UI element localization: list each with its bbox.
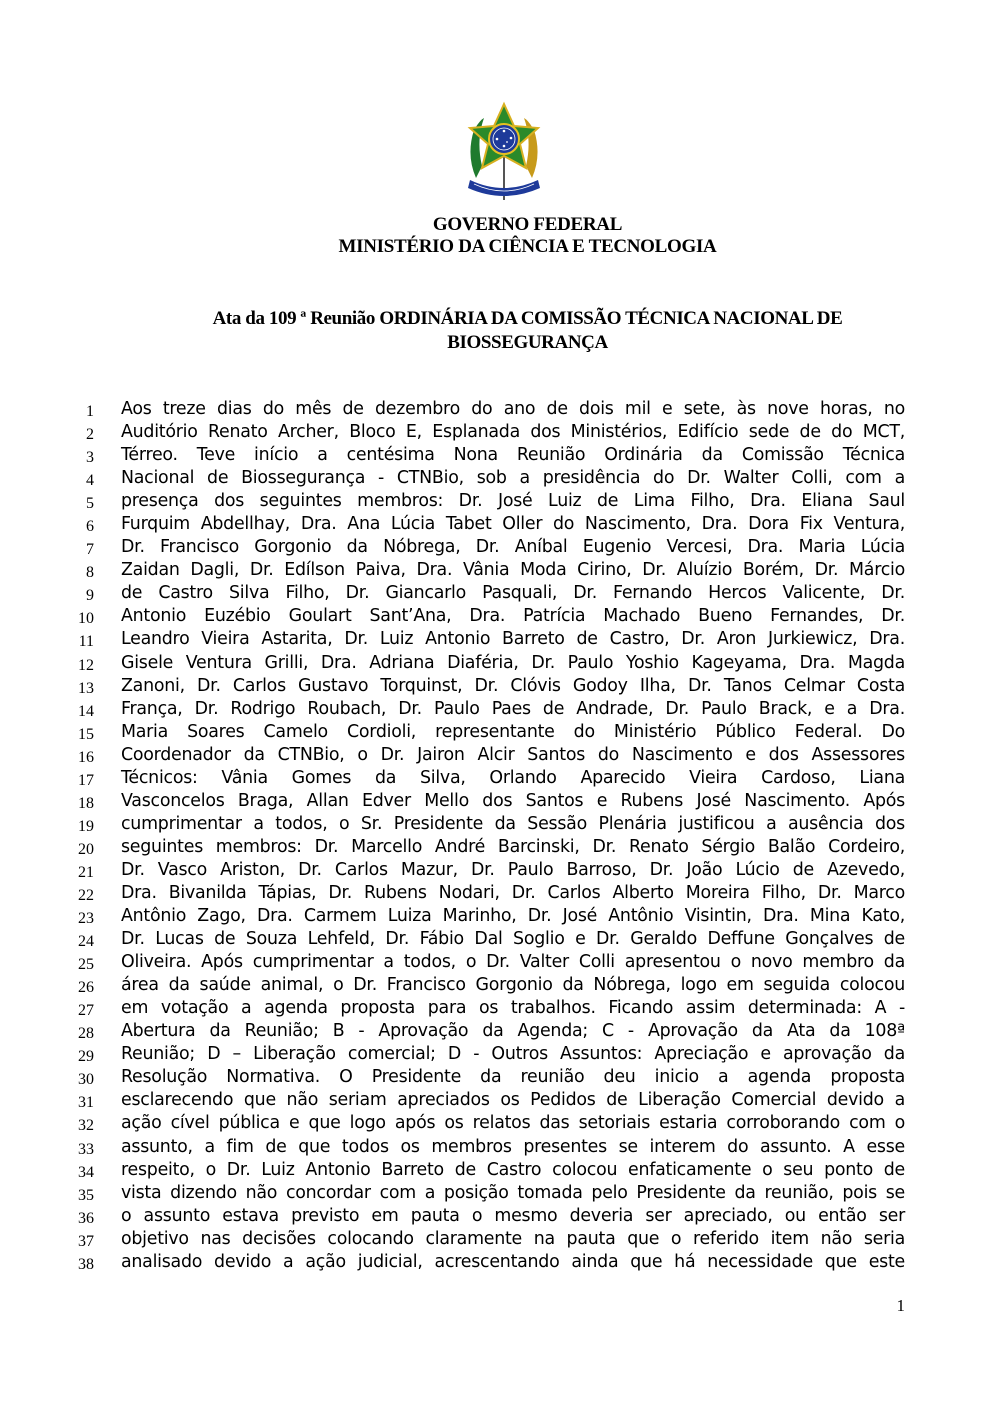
line-text: Térreo. Teve início a centésima Nona Reunião Ordinária da Comissão Técnica: [121, 445, 905, 466]
line-number: 30: [78, 1071, 94, 1089]
line-text: ação cível pública e que logo após os relatos das setoriais estaria corroborando com o: [121, 1113, 905, 1134]
page-number: 1: [896, 1296, 905, 1315]
line-number: 9: [86, 587, 94, 605]
line-text: Auditório Renato Archer, Bloco E, Esplanada dos Ministérios, Edifício sede de do MCT,: [121, 422, 905, 443]
line-text: Vasconcelos Braga, Allan Edver Mello dos Santos e Rubens José Nascimento. Após: [121, 790, 905, 811]
line-number: 6: [86, 518, 94, 536]
line-text: Dr. Lucas de Souza Lehfeld, Dr. Fábio Dal Soglio e Dr. Geraldo Deffune Gonçalves de: [121, 929, 905, 950]
text-line: [0, 698, 1000, 721]
text-line: [0, 1228, 1000, 1251]
line-text: em votação a agenda proposta para os trabalhos. Ficando assim determinada: A -: [121, 998, 905, 1019]
line-text: Nacional de Biossegurança - CTNBio, sob a presidência do Dr. Walter Colli, com a: [121, 468, 905, 489]
line-text: esclarecendo que não seriam apreciados os Pedidos de Liberação Comercial devido a: [121, 1090, 905, 1111]
government-heading: GOVERNO FEDERAL: [432, 214, 623, 235]
text-line: [0, 1251, 1000, 1274]
line-text: de Castro Silva Filho, Dr. Giancarlo Pasquali, Dr. Fernando Hercos Valicente, Dr.: [121, 583, 905, 604]
line-text: Resolução Normativa. O Presidente da reunião deu inicio a agenda proposta: [121, 1067, 905, 1088]
text-line: [0, 836, 1000, 859]
line-number: 2: [86, 426, 94, 444]
line-number: 31: [78, 1094, 94, 1112]
line-text: presença dos seguintes membros: Dr. José Luiz de Lima Filho, Dra. Eliana Saul: [121, 491, 905, 512]
brazil-coat-of-arms-icon: [462, 100, 546, 204]
text-line: [0, 1043, 1000, 1066]
text-line: [0, 675, 1000, 698]
line-number: 24: [78, 933, 94, 951]
line-text: França, Dr. Rodrigo Roubach, Dr. Paulo Paes de Andrade, Dr. Paulo Brack, e a Dra.: [121, 698, 905, 719]
text-line: [0, 1112, 1000, 1135]
line-text: analisado devido a ação judicial, acrescentando ainda que há necessidade que este: [121, 1251, 905, 1272]
text-line: [0, 721, 1000, 744]
text-line: [0, 928, 1000, 951]
line-text: assunto, a fim de que todos os membros presentes se interem do assunto. A esse: [121, 1136, 905, 1157]
line-number: 35: [78, 1186, 94, 1204]
line-number: 1: [86, 403, 94, 420]
text-line: [0, 652, 1000, 675]
text-line: [0, 628, 1000, 651]
line-text: área da saúde animal, o Dr. Francisco Gorgonio da Nóbrega, logo em seguida colocou: [121, 975, 905, 996]
line-number: 11: [78, 633, 94, 651]
text-line: [0, 605, 1000, 628]
line-number: 8: [86, 564, 94, 582]
line-text: Maria Soares Camelo Cordioli, representante do Ministério Público Federal. Do: [121, 721, 905, 742]
line-text: Dra. Bivanilda Tápias, Dr. Rubens Nodari, Dr. Carlos Alberto Moreira Filho, Dr. Marco: [121, 882, 905, 903]
line-text: Antonio Euzébio Goulart Sant’Ana, Dra. Patrícia Machado Bueno Fernandes, Dr.: [121, 606, 905, 627]
text-line: [0, 1136, 1000, 1159]
line-number: 15: [78, 725, 94, 743]
line-number: 27: [78, 1002, 94, 1020]
line-number: 23: [78, 910, 94, 928]
line-number: 38: [78, 1255, 94, 1273]
line-text: o assunto estava previsto em pauta o mesmo deveria ser apreciado, ou então ser: [121, 1205, 905, 1226]
text-line: [0, 951, 1000, 974]
text-line: [0, 513, 1000, 536]
text-line: [0, 1066, 1000, 1089]
line-number: 5: [86, 495, 94, 513]
line-text: Zanoni, Dr. Carlos Gustavo Torquinst, Dr. Clóvis Godoy Ilha, Dr. Tanos Celmar Costa: [121, 675, 905, 696]
line-number: 32: [78, 1117, 94, 1135]
text-line: [0, 1159, 1000, 1182]
text-line: [0, 744, 1000, 767]
line-text: Técnicos: Vânia Gomes da Silva, Orlando Aparecido Vieira Cardoso, Liana: [121, 767, 905, 788]
text-line: [0, 974, 1000, 997]
line-text: seguintes membros: Dr. Marcello André Barcinski, Dr. Renato Sérgio Balão Cordeiro,: [121, 836, 905, 857]
line-text: Reunião; D – Liberação comercial; D - Outros Assuntos: Apreciação e aprovação da: [121, 1044, 905, 1065]
line-number: 37: [78, 1232, 94, 1250]
text-line: [0, 490, 1000, 513]
line-text: objetivo nas decisões colocando claramente na pauta que o referido item não seria: [121, 1228, 905, 1249]
line-text: Gisele Ventura Grilli, Dra. Adriana Diaféria, Dr. Paulo Yoshio Kageyama, Dra. Magda: [121, 652, 905, 673]
document-title: Ata da 109 ª Reunião ORDINÁRIA DA COMISSÃO TÉCNICA NACIONAL DE BIOSSEGURANÇA: [212, 308, 843, 353]
text-line: [0, 1089, 1000, 1112]
text-line: [0, 790, 1000, 813]
line-text: Abertura da Reunião; B - Aprovação da Agenda; C - Aprovação da Ata da 108ª: [121, 1021, 905, 1042]
text-line: [0, 1205, 1000, 1228]
line-number: 17: [78, 771, 94, 789]
text-line: [0, 1020, 1000, 1043]
text-line: [0, 997, 1000, 1020]
minutes-body: [0, 398, 1000, 1274]
line-number: 10: [78, 610, 94, 628]
text-line: [0, 421, 1000, 444]
line-number: 26: [78, 979, 94, 997]
line-number: 22: [78, 886, 94, 904]
line-number: 12: [78, 656, 94, 674]
line-number: 4: [86, 472, 94, 490]
line-number: 14: [78, 702, 94, 720]
line-number: 34: [78, 1163, 94, 1181]
line-number: 28: [78, 1025, 94, 1043]
line-number: 3: [86, 449, 94, 467]
line-text: Zaidan Dagli, Dr. Edílson Paiva, Dra. Vânia Moda Cirino, Dr. Aluízio Borém, Dr. Márcio: [121, 560, 905, 581]
text-line: [0, 859, 1000, 882]
line-text: Furquim Abdellhay, Dra. Ana Lúcia Tabet Oller do Nascimento, Dra. Dora Fix Ventura,: [121, 514, 905, 535]
line-number: 13: [78, 679, 94, 697]
text-line: [0, 813, 1000, 836]
text-line: [0, 905, 1000, 928]
text-line: [0, 1182, 1000, 1205]
line-number: 7: [86, 541, 94, 559]
text-line: [0, 882, 1000, 905]
line-number: 18: [78, 794, 94, 812]
line-number: 19: [78, 817, 94, 835]
line-text: respeito, o Dr. Luiz Antonio Barreto de Castro colocou enfaticamente o seu ponto de: [121, 1159, 905, 1180]
line-text: cumprimentar a todos, o Sr. Presidente da Sessão Plenária justificou a ausência dos: [121, 813, 905, 834]
text-line: [0, 536, 1000, 559]
line-number: 36: [78, 1209, 94, 1227]
text-line: [0, 398, 1000, 421]
line-number: 33: [78, 1140, 94, 1158]
text-line: [0, 582, 1000, 605]
line-text: Dr. Francisco Gorgonio da Nóbrega, Dr. Aníbal Eugenio Vercesi, Dra. Maria Lúcia: [121, 537, 905, 558]
line-text: vista dizendo não concordar com a posição tomada pelo Presidente da reunião, pois se: [121, 1182, 905, 1203]
line-number: 20: [78, 840, 94, 858]
ministry-heading: MINISTÉRIO DA CIÊNCIA E TECNOLOGIA: [338, 236, 717, 257]
line-number: 29: [78, 1048, 94, 1066]
line-text: Dr. Vasco Ariston, Dr. Carlos Mazur, Dr. Paulo Barroso, Dr. João Lúcio de Azevedo,: [121, 859, 905, 880]
line-number: 25: [78, 956, 94, 974]
line-text: Leandro Vieira Astarita, Dr. Luiz Antonio Barreto de Castro, Dr. Aron Jurkiewicz, Dra.: [121, 629, 905, 650]
text-line: [0, 444, 1000, 467]
text-line: [0, 467, 1000, 490]
line-number: 21: [78, 863, 94, 881]
line-number: 16: [78, 748, 94, 766]
line-text: Coordenador da CTNBio, o Dr. Jairon Alcir Santos do Nascimento e dos Assessores: [121, 744, 905, 765]
line-text: Aos treze dias do mês de dezembro do ano de dois mil e sete, às nove horas, no: [121, 399, 905, 419]
text-line: [0, 559, 1000, 582]
text-line: [0, 767, 1000, 790]
line-text: Oliveira. Após cumprimentar a todos, o Dr. Valter Colli apresentou o novo membro da: [121, 952, 905, 973]
line-text: Antônio Zago, Dra. Carmem Luiza Marinho, Dr. José Antônio Visintin, Dra. Mina Kato,: [121, 906, 905, 927]
